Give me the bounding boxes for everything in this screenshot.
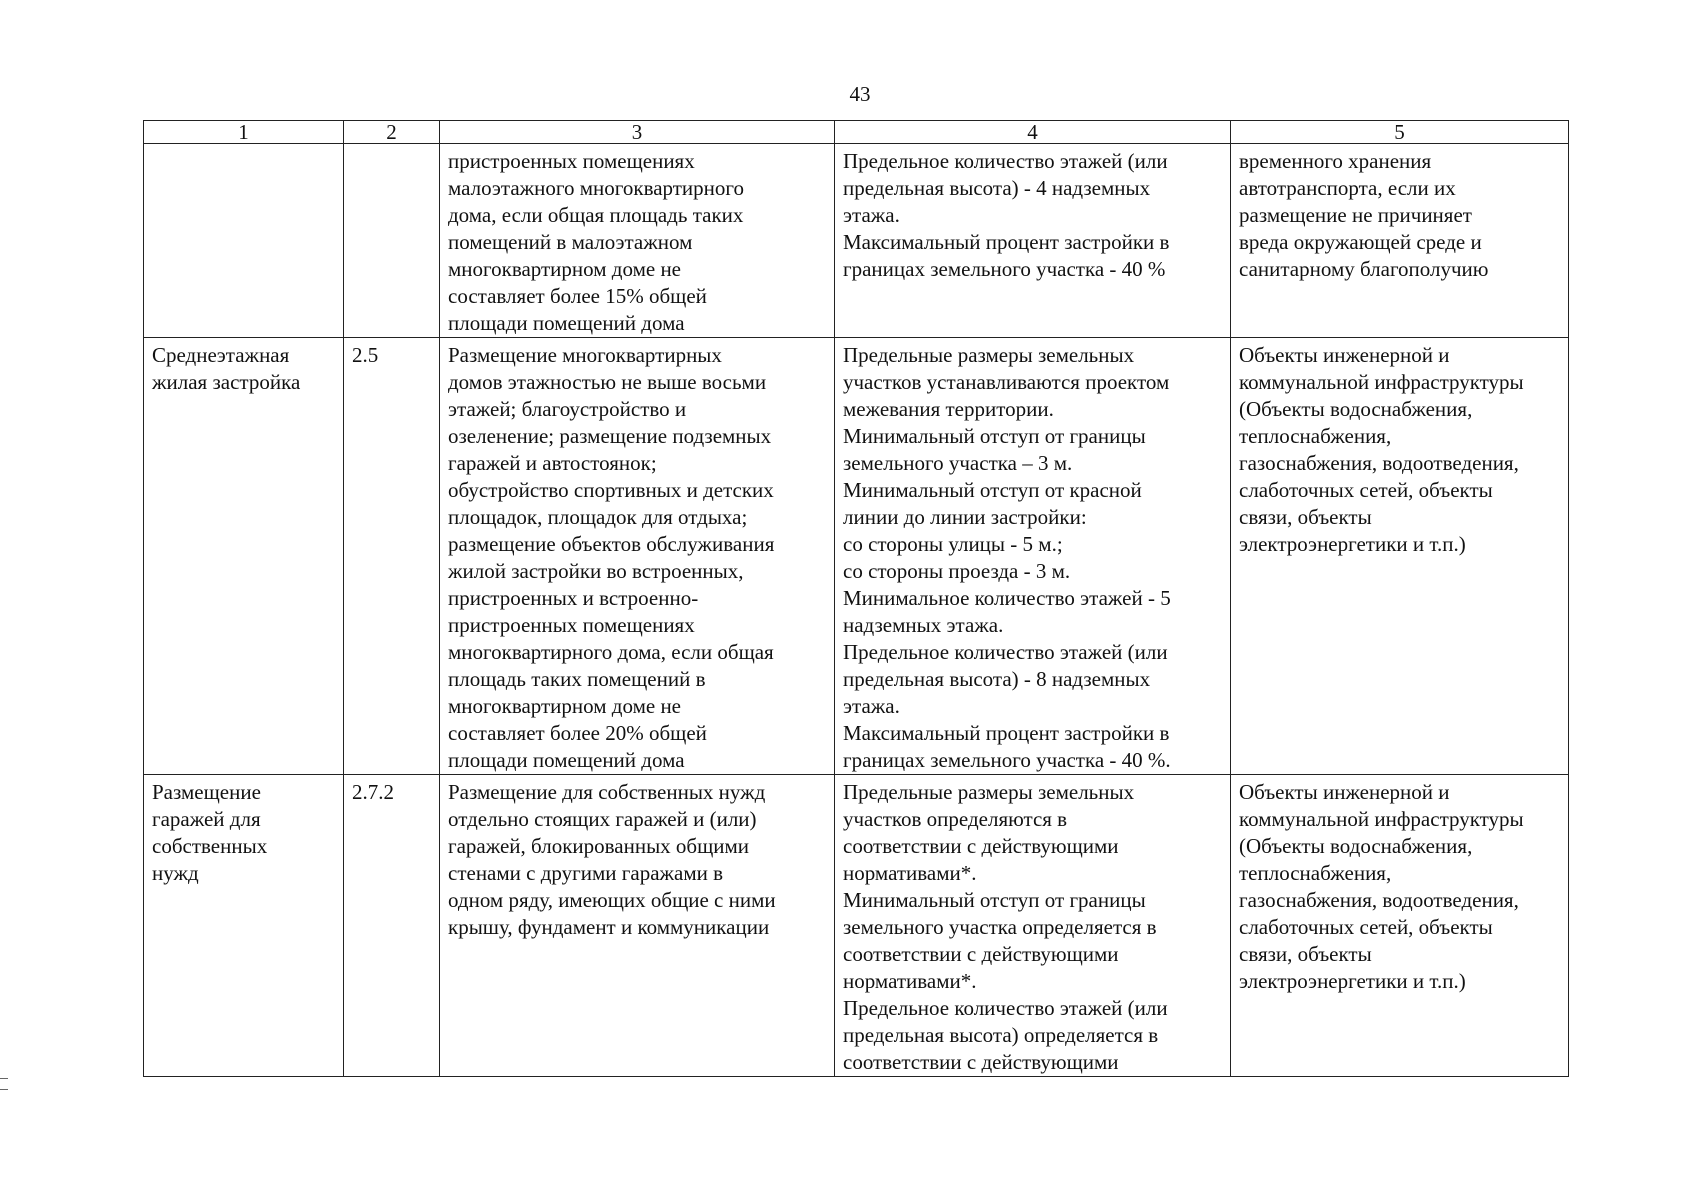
use-type-text: Размещение гаражей для собственных нужд — [152, 780, 268, 885]
header-col-2: 2 — [344, 121, 440, 144]
description-text: Размещение для собственных нужд отдельно стоящих гаражей и (или) гаражей, блокированных общими стенами с другими гаражами в одном ряду, имеющих общие с ними крышу, фундамент и коммуникации — [448, 780, 776, 939]
code-cell — [344, 775, 440, 1077]
auxiliary-text: временного хранения автотранспорта, если их размещение не причиняет вреда окружающей среде и санитарному благополучию — [1239, 149, 1489, 281]
code-cell — [344, 144, 440, 338]
description-cell — [440, 338, 835, 775]
header-col-5: 5 — [1231, 121, 1569, 144]
parameters-text: Предельные размеры земельных участков определяются в соответствии с действующими нормативами*. Минимальный отступ от границы земельного участка определяется в соответствии с действующими нормативами*. Предельное количество этажей (или предельная высота) определяется в соответствии с действующими — [843, 780, 1168, 1074]
parameters-text: Предельные размеры земельных участков устанавливаются проектом межевания территории. Минимальный отступ от границы земельного участка – 3 м. Минимальный отступ от красной линии до линии застройки: со стороны улицы - 5 м.; со стороны проезда - 3 м. Минимальное количество этажей - 5 надземных этажа. Предельное количество этажей (или предельная высота) - 8 надземных этажа. Максимальный процент застройки в границах земельного участка - 40 %. — [843, 343, 1171, 772]
auxiliary-cell — [1231, 338, 1569, 775]
parameters-cell — [835, 775, 1231, 1077]
use-type-text: Среднеэтажная жилая застройка — [152, 343, 301, 394]
auxiliary-cell — [1231, 775, 1569, 1077]
auxiliary-text: Объекты инженерной и коммунальной инфраструктуры (Объекты водоснабжения, теплоснабжения, газоснабжения, водоотведения, слаботочных сетей, объекты связи, объекты электроэнергетики и т.п.) — [1239, 343, 1524, 556]
header-col-4: 4 — [835, 121, 1231, 144]
page-number: 43 — [849, 82, 871, 106]
code-cell — [344, 338, 440, 775]
use-type-cell — [144, 144, 344, 338]
table-row — [144, 775, 1569, 1077]
parameters-text: Предельное количество этажей (или предельная высота) - 4 надземных этажа. Максимальный процент застройки в границах земельного участка - 40 % — [843, 149, 1170, 281]
description-cell — [440, 775, 835, 1077]
auxiliary-cell — [1231, 144, 1569, 338]
auxiliary-text: Объекты инженерной и коммунальной инфраструктуры (Объекты водоснабжения, теплоснабжения, газоснабжения, водоотведения, слаботочных сетей, объекты связи, объекты электроэнергетики и т.п.) — [1239, 780, 1524, 993]
code-text: 2.7.2 — [352, 780, 394, 804]
description-text: пристроенных помещениях малоэтажного многоквартирного дома, если общая площадь таких помещений в малоэтажном многоквартирном доме не составляет более 15% общей площади помещений дома — [448, 149, 744, 335]
table-row — [144, 144, 1569, 338]
code-text: 2.5 — [352, 343, 379, 367]
parameters-cell — [835, 144, 1231, 338]
use-type-cell — [144, 338, 344, 775]
table-row — [144, 338, 1569, 775]
description-text: Размещение многоквартирных домов этажностью не выше восьми этажей; благоустройство и озеленение; размещение подземных гаражей и автостоянок; обустройство спортивных и детских площадок, площадок для отдыха; размещение объектов обслуживания жилой застройки во встроенных, пристроенных и встроенно- пристроенных помещениях многоквартирного дома, если общая площадь таких помещений в многоквартирном доме не составляет более 20% общей площади помещений дома — [448, 343, 775, 772]
scan-edge-mark — [0, 1078, 8, 1090]
header-col-1: 1 — [144, 121, 344, 144]
land-use-table — [143, 120, 1569, 1077]
parameters-cell — [835, 338, 1231, 775]
header-row — [144, 121, 1569, 144]
header-col-3: 3 — [440, 121, 835, 144]
description-cell — [440, 144, 835, 338]
use-type-cell — [144, 775, 344, 1077]
